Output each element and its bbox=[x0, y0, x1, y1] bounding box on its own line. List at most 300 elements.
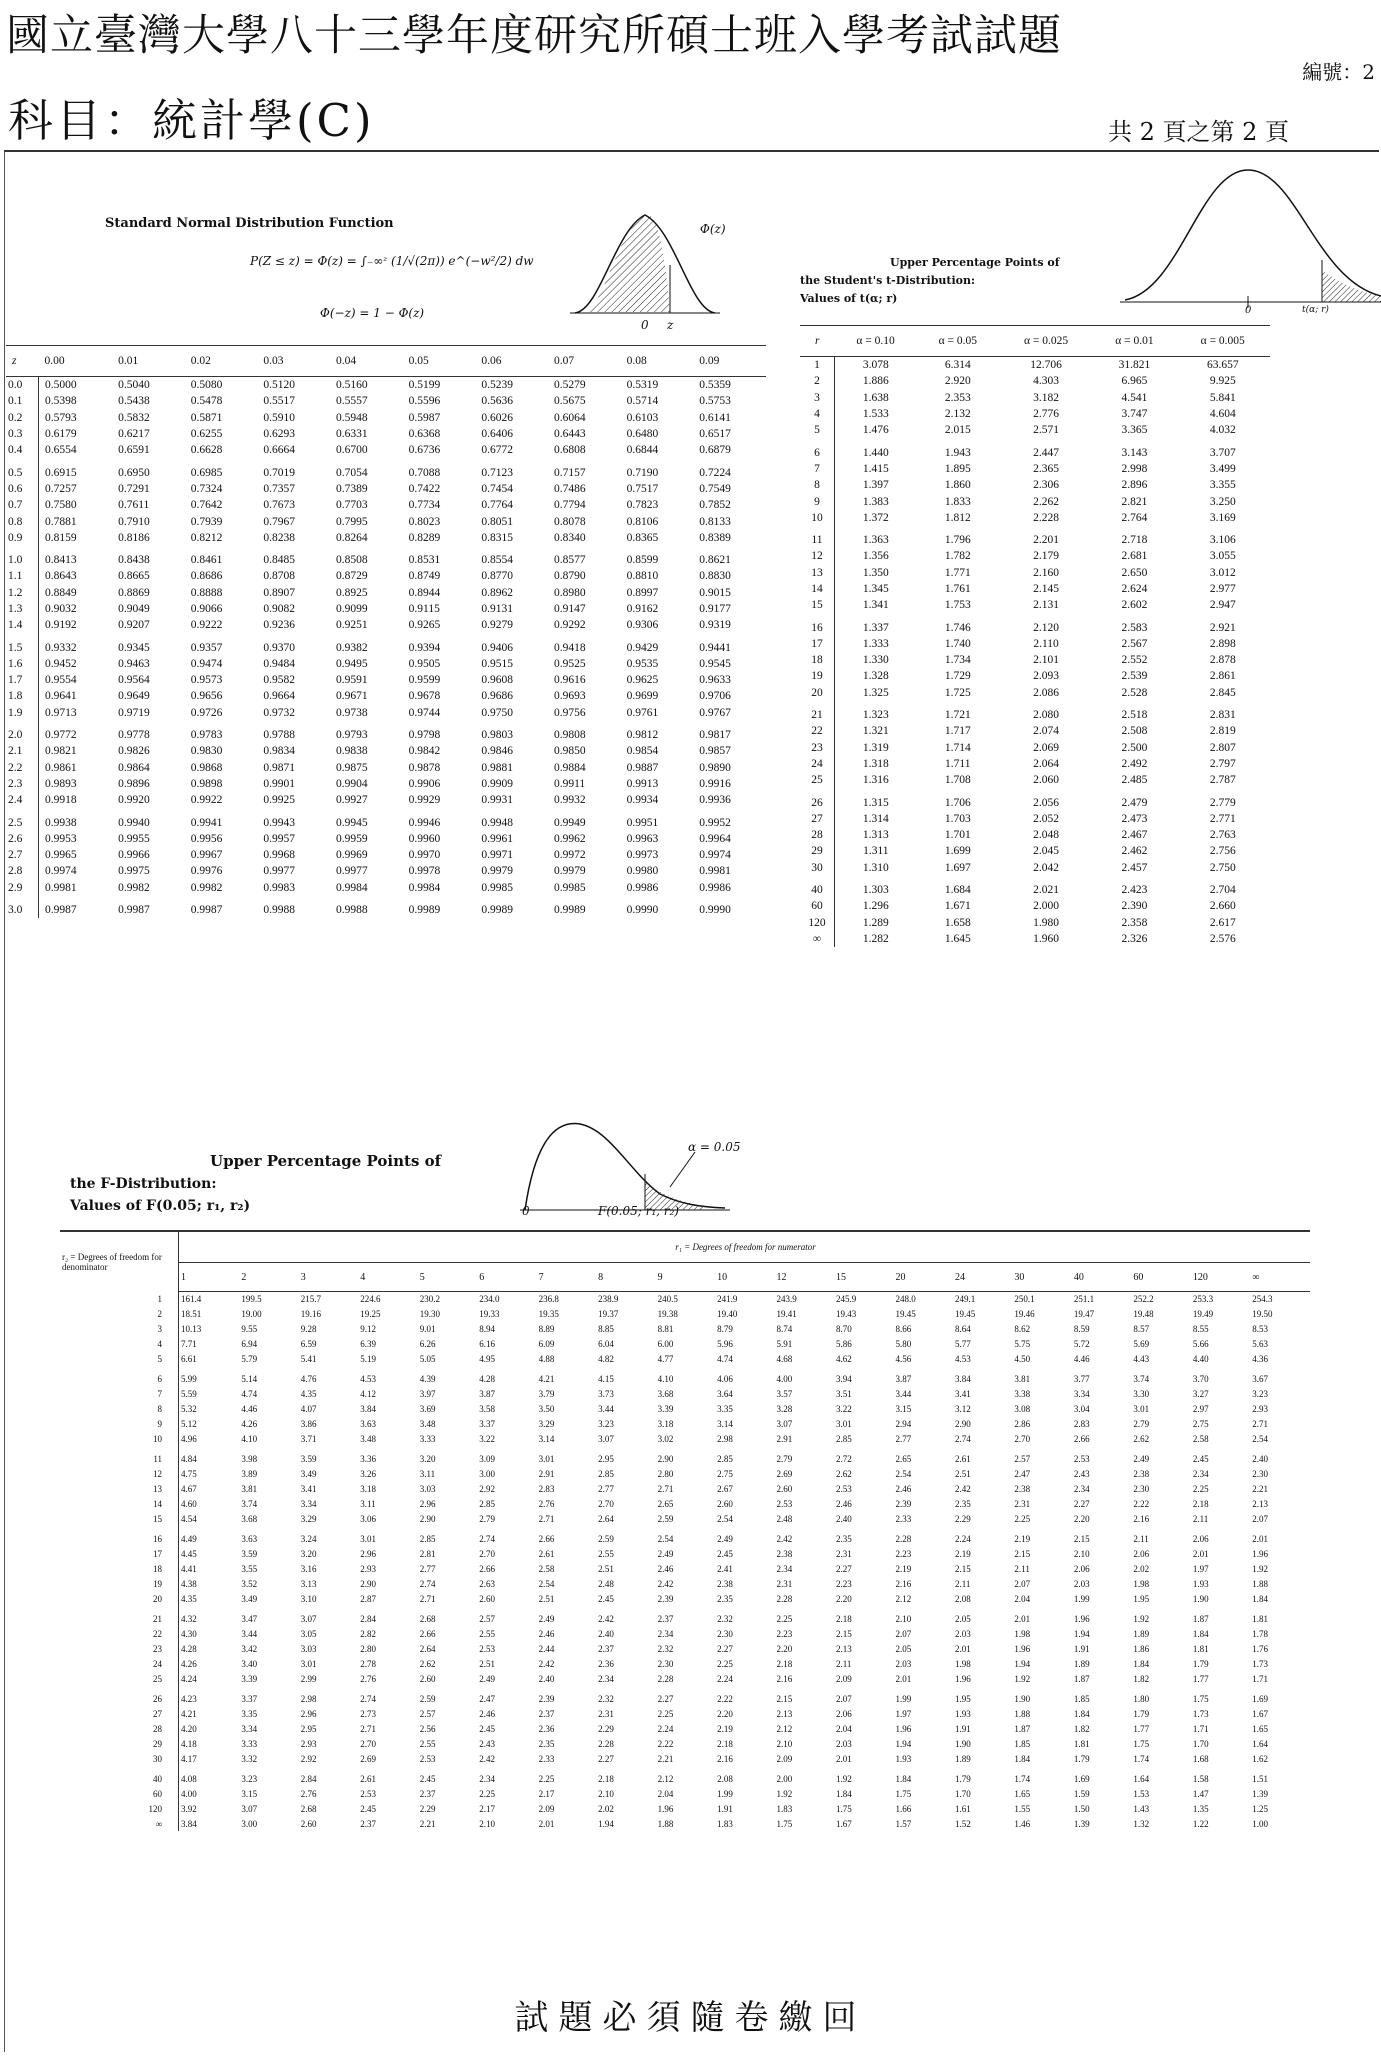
f-table-row bbox=[60, 1366, 1310, 1387]
z-cell: 0.9713 bbox=[45, 706, 77, 719]
t-cell: 1.746 bbox=[944, 621, 971, 634]
f-cell: 3.35 bbox=[241, 1709, 258, 1720]
z-table-row bbox=[6, 896, 766, 918]
f-cell: 2.49 bbox=[538, 1614, 555, 1625]
t-row-label: 8 bbox=[800, 477, 835, 493]
t-cell: 1.782 bbox=[944, 550, 971, 563]
f-cell: 1.75 bbox=[1192, 1694, 1209, 1705]
z-cell: 0.9066 bbox=[190, 603, 223, 615]
f-cell: 4.53 bbox=[954, 1353, 971, 1364]
f-cell: 3.81 bbox=[1014, 1374, 1031, 1385]
f-cell: 2.91 bbox=[538, 1469, 555, 1480]
f-cell: 3.03 bbox=[419, 1483, 436, 1494]
f-col-header: 8 bbox=[596, 1263, 655, 1292]
f-cell: 19.45 bbox=[954, 1309, 976, 1320]
z-cell: 0.9881 bbox=[481, 761, 513, 774]
z-cell: 0.5714 bbox=[626, 395, 659, 408]
f-cell: 6.94 bbox=[241, 1338, 258, 1349]
z-cell: 0.6026 bbox=[481, 411, 513, 424]
t-cell: 1.325 bbox=[862, 686, 889, 699]
f-cell: 4.54 bbox=[181, 1513, 197, 1524]
f-cell: 3.07 bbox=[241, 1803, 258, 1814]
z-cell: 0.9738 bbox=[336, 706, 368, 719]
t-cell: 2.898 bbox=[1209, 637, 1236, 650]
z-cell: 0.6293 bbox=[263, 428, 296, 441]
f-cell: 3.11 bbox=[360, 1498, 376, 1509]
z-cell: 0.9936 bbox=[699, 794, 731, 807]
t-table-row bbox=[800, 357, 1270, 374]
t-cell: 2.821 bbox=[1121, 495, 1148, 508]
z-row-label: 2.3 bbox=[6, 776, 39, 792]
t-table-row bbox=[800, 493, 1270, 509]
f-cell: 2.23 bbox=[895, 1549, 912, 1560]
t-cell: 1.943 bbox=[944, 446, 971, 459]
f-cell: 3.24 bbox=[300, 1534, 317, 1545]
f-cell: 2.30 bbox=[717, 1629, 733, 1640]
f-cell: 3.74 bbox=[241, 1498, 258, 1509]
z-cell: 0.9987 bbox=[45, 904, 77, 917]
f-cell: 2.84 bbox=[360, 1614, 376, 1625]
f-cell: 1.77 bbox=[1133, 1723, 1150, 1734]
f-cell: 2.61 bbox=[538, 1549, 555, 1560]
z-cell: 0.7703 bbox=[336, 499, 368, 512]
f-cell: 2.22 bbox=[717, 1694, 733, 1705]
f-cell: 2.48 bbox=[776, 1513, 793, 1524]
f-cell: 3.59 bbox=[241, 1549, 258, 1560]
f-cell: 1.69 bbox=[1073, 1774, 1090, 1785]
z-cell: 0.6443 bbox=[553, 428, 586, 441]
t-cell: 2.831 bbox=[1209, 709, 1236, 722]
f-cell: 1.84 bbox=[836, 1789, 852, 1800]
f-table-row bbox=[60, 1322, 1310, 1337]
f-cell: 1.91 bbox=[954, 1723, 971, 1734]
t-cell: 1.740 bbox=[944, 637, 971, 650]
z-row-label: 0.6 bbox=[6, 481, 39, 497]
f-cell: 2.54 bbox=[717, 1513, 733, 1524]
z-cell: 0.5080 bbox=[190, 379, 223, 392]
f-cell: 2.55 bbox=[479, 1629, 495, 1640]
f-cell: 3.35 bbox=[717, 1403, 733, 1414]
t-row-label: 29 bbox=[800, 843, 835, 859]
f-cell: 4.21 bbox=[181, 1709, 197, 1720]
z-cell: 0.8106 bbox=[626, 515, 659, 528]
z-cell: 0.9878 bbox=[408, 761, 441, 774]
f-table-row bbox=[60, 1707, 1310, 1722]
f-cell: 252.2 bbox=[1133, 1294, 1154, 1305]
t-cell: 2.045 bbox=[1033, 845, 1060, 858]
t-table-row bbox=[800, 373, 1270, 389]
f-cell: 2.72 bbox=[836, 1454, 852, 1465]
t-row-label: 60 bbox=[800, 898, 835, 914]
t-row-label: 20 bbox=[800, 685, 835, 701]
t-cell: 2.145 bbox=[1033, 583, 1060, 595]
f-cell: 9.55 bbox=[241, 1323, 258, 1334]
z-cell: 0.8925 bbox=[336, 586, 368, 599]
f-cell: 2.12 bbox=[776, 1723, 793, 1734]
t-cell: 2.262 bbox=[1033, 495, 1060, 508]
t-cell: 2.228 bbox=[1033, 511, 1060, 524]
f-cell: 1.78 bbox=[1252, 1629, 1269, 1640]
f-cell: 248.0 bbox=[895, 1294, 916, 1305]
t-cell: 1.753 bbox=[944, 599, 971, 612]
t-cell: 3.143 bbox=[1121, 446, 1148, 459]
t-table-row bbox=[800, 811, 1270, 827]
z-cell: 0.9525 bbox=[553, 657, 586, 670]
z-cell: 0.8315 bbox=[481, 531, 513, 544]
f-cell: 3.48 bbox=[360, 1433, 376, 1444]
z-cell: 0.9868 bbox=[190, 761, 223, 774]
z-cell: 0.5793 bbox=[45, 411, 77, 424]
f-cell: 8.64 bbox=[954, 1323, 971, 1334]
t-cell: 3.012 bbox=[1209, 566, 1236, 579]
z-row-label: 2.7 bbox=[6, 847, 39, 863]
z-cell: 0.9887 bbox=[626, 761, 659, 774]
z-cell: 0.9940 bbox=[118, 816, 150, 829]
f-denominator-label: r₂ = Degrees of freedom for denominator bbox=[60, 1231, 179, 1292]
t-cell: 63.657 bbox=[1206, 359, 1239, 372]
f-cell: 2.91 bbox=[776, 1433, 793, 1444]
f-cell: 1.73 bbox=[1192, 1709, 1209, 1720]
t-cell: 2.704 bbox=[1209, 884, 1236, 897]
z-cell: 0.9990 bbox=[626, 904, 659, 917]
f-cell: 3.20 bbox=[300, 1549, 317, 1560]
f-cell: 2.21 bbox=[419, 1818, 436, 1829]
f-cell: 1.89 bbox=[954, 1753, 971, 1764]
z-table-row bbox=[6, 688, 766, 704]
f-cell: 2.03 bbox=[895, 1658, 912, 1669]
f-cell: 6.26 bbox=[419, 1338, 436, 1349]
f-cell: 1.87 bbox=[1192, 1614, 1209, 1625]
z-cell: 0.5910 bbox=[263, 411, 296, 424]
t-row-label: 28 bbox=[800, 827, 835, 843]
f-cell: 2.85 bbox=[598, 1469, 614, 1480]
f-cell: 18.51 bbox=[181, 1309, 202, 1320]
z-col-header: 0.06 bbox=[475, 346, 548, 377]
f-cell: 3.23 bbox=[1252, 1389, 1269, 1400]
f-cell: 2.34 bbox=[657, 1629, 674, 1640]
f-cell: 2.29 bbox=[954, 1513, 971, 1524]
f-cell: 1.90 bbox=[1014, 1694, 1031, 1705]
t-cell: 1.282 bbox=[862, 932, 889, 945]
f-cell: 4.82 bbox=[598, 1353, 614, 1364]
f-cell: 4.95 bbox=[479, 1353, 495, 1364]
t-cell: 1.289 bbox=[862, 916, 889, 929]
t-cell: 2.602 bbox=[1121, 599, 1148, 612]
f-cell: 2.15 bbox=[1014, 1549, 1031, 1560]
f-cell: 3.15 bbox=[241, 1789, 258, 1800]
z-cell: 0.9726 bbox=[190, 706, 223, 719]
f-cell: 4.45 bbox=[181, 1549, 197, 1560]
z-cell: 0.9115 bbox=[408, 603, 440, 615]
f-cell: 1.50 bbox=[1073, 1803, 1090, 1814]
f-cell: 3.04 bbox=[1073, 1403, 1090, 1414]
f-cell: 2.19 bbox=[1014, 1534, 1031, 1545]
f-cell: 1.67 bbox=[1252, 1709, 1269, 1720]
f-cell: 2.38 bbox=[717, 1578, 733, 1589]
f-cell: 2.45 bbox=[360, 1803, 376, 1814]
f-cell: 2.42 bbox=[954, 1483, 971, 1494]
f-cell: 1.82 bbox=[1073, 1723, 1090, 1734]
f-cell: 2.04 bbox=[1014, 1593, 1031, 1604]
f-row-label: 25 bbox=[60, 1671, 179, 1686]
t-table-row bbox=[800, 898, 1270, 914]
f-cell: 2.69 bbox=[360, 1753, 376, 1764]
f-cell: 2.95 bbox=[300, 1723, 317, 1734]
f-cell: 5.99 bbox=[181, 1374, 197, 1385]
f-row-label: 4 bbox=[60, 1336, 179, 1351]
f-table-row bbox=[60, 1751, 1310, 1766]
f-cell: 2.37 bbox=[657, 1614, 674, 1625]
f-cell: 4.56 bbox=[895, 1353, 912, 1364]
f-cell: 2.90 bbox=[657, 1454, 674, 1465]
f-cell: 2.29 bbox=[419, 1803, 436, 1814]
z-table-corner: z bbox=[6, 346, 39, 377]
t-cell: 1.684 bbox=[944, 884, 971, 897]
f-cell: 3.14 bbox=[717, 1418, 733, 1429]
f-cell: 2.85 bbox=[836, 1433, 852, 1444]
f-cell: 2.38 bbox=[1014, 1483, 1031, 1494]
z-table-row bbox=[6, 760, 766, 776]
f-cell: 230.2 bbox=[419, 1294, 440, 1305]
z-cell: 0.9798 bbox=[408, 729, 441, 742]
t-curve-axis-zero: 0 bbox=[1245, 305, 1252, 316]
t-cell: 2.552 bbox=[1121, 654, 1148, 667]
f-cell: 3.74 bbox=[1133, 1374, 1150, 1385]
f-curve-axis-f: F(0.05; r₁, r₂) bbox=[598, 1204, 679, 1218]
f-cell: 2.02 bbox=[598, 1803, 614, 1814]
z-table-row bbox=[6, 617, 766, 633]
f-cell: 1.71 bbox=[1252, 1673, 1269, 1684]
f-col-header: 3 bbox=[299, 1263, 358, 1292]
z-cell: 0.9983 bbox=[263, 881, 296, 894]
f-cell: 1.64 bbox=[1252, 1738, 1269, 1749]
z-cell: 0.9890 bbox=[699, 761, 731, 774]
f-cell: 2.96 bbox=[300, 1709, 317, 1720]
f-cell: 1.32 bbox=[1133, 1818, 1150, 1829]
f-cell: 2.56 bbox=[419, 1723, 436, 1734]
f-cell: 1.92 bbox=[1014, 1673, 1031, 1684]
z-cell: 0.5832 bbox=[118, 411, 150, 424]
t-row-label: 120 bbox=[800, 915, 835, 931]
z-cell: 0.9913 bbox=[626, 777, 659, 790]
t-table-row bbox=[800, 701, 1270, 723]
f-table-row bbox=[60, 1802, 1310, 1817]
z-table-row bbox=[6, 410, 766, 426]
z-row-label: 0.8 bbox=[6, 513, 39, 529]
f-cell: 2.76 bbox=[360, 1673, 376, 1684]
z-cell: 0.9946 bbox=[408, 816, 441, 829]
z-col-header: 0.02 bbox=[185, 346, 258, 377]
f-cell: 2.25 bbox=[479, 1789, 495, 1800]
z-cell: 0.7357 bbox=[263, 482, 296, 495]
f-cell: 3.12 bbox=[954, 1403, 971, 1414]
f-cell: 1.87 bbox=[1073, 1673, 1090, 1684]
t-cell: 1.717 bbox=[944, 725, 971, 738]
z-cell: 0.9989 bbox=[408, 904, 441, 917]
t-cell: 1.725 bbox=[944, 686, 971, 699]
f-cell: 2.71 bbox=[538, 1513, 555, 1524]
z-cell: 0.8023 bbox=[408, 515, 441, 528]
f-cell: 2.57 bbox=[479, 1614, 495, 1625]
z-cell: 0.5675 bbox=[553, 395, 586, 408]
f-cell: 2.84 bbox=[300, 1774, 317, 1785]
f-cell: 8.55 bbox=[1192, 1323, 1209, 1334]
t-cell: 2.819 bbox=[1209, 725, 1236, 738]
f-cell: 3.34 bbox=[1073, 1389, 1090, 1400]
f-cell: 1.96 bbox=[657, 1803, 674, 1814]
exam-title: 國立臺灣大學八十三學年度研究所碩士班入學考試試題 bbox=[6, 11, 1062, 61]
f-cell: 3.14 bbox=[538, 1433, 555, 1444]
t-table-subtitle: the Student's t-Distribution: bbox=[800, 274, 976, 287]
t-cell: 1.895 bbox=[944, 462, 971, 475]
z-cell: 0.7995 bbox=[336, 515, 368, 528]
t-table-title: Upper Percentage Points of bbox=[890, 256, 1060, 269]
t-row-label: 15 bbox=[800, 597, 835, 613]
f-cell: 1.70 bbox=[954, 1789, 971, 1800]
f-cell: 2.35 bbox=[836, 1534, 852, 1545]
f-cell: 2.28 bbox=[776, 1593, 793, 1604]
z-cell: 0.9927 bbox=[336, 794, 368, 807]
f-cell: 2.76 bbox=[538, 1498, 555, 1509]
f-cell: 3.67 bbox=[1252, 1374, 1269, 1385]
t-row-label: 3 bbox=[800, 390, 835, 406]
f-cell: 2.74 bbox=[419, 1578, 436, 1589]
z-row-label: 1.8 bbox=[6, 688, 39, 704]
f-cell: 2.79 bbox=[776, 1454, 793, 1465]
t-cell: 2.977 bbox=[1209, 583, 1236, 595]
f-cell: 2.73 bbox=[360, 1709, 376, 1720]
f-col-header: 12 bbox=[775, 1263, 834, 1292]
z-cell: 0.9974 bbox=[45, 865, 77, 878]
f-cell: 4.74 bbox=[241, 1389, 258, 1400]
f-table-row bbox=[60, 1576, 1310, 1591]
t-col-header: α = 0.025 bbox=[999, 326, 1093, 357]
f-cell: 1.93 bbox=[1192, 1578, 1209, 1589]
f-cell: 1.96 bbox=[954, 1673, 971, 1684]
f-cell: 2.66 bbox=[479, 1563, 495, 1574]
f-cell: 2.53 bbox=[776, 1498, 793, 1509]
z-cell: 0.7454 bbox=[481, 482, 513, 495]
z-cell: 0.6103 bbox=[626, 411, 659, 424]
z-cell: 0.9591 bbox=[336, 674, 368, 687]
z-table-row bbox=[6, 743, 766, 759]
z-cell: 0.7549 bbox=[699, 482, 731, 495]
z-cell: 0.6141 bbox=[699, 411, 731, 424]
z-cell: 0.9986 bbox=[626, 881, 659, 894]
f-cell: 4.49 bbox=[181, 1534, 197, 1545]
t-row-label: 12 bbox=[800, 548, 835, 564]
z-cell: 0.9966 bbox=[118, 849, 150, 862]
f-cell: 2.16 bbox=[717, 1753, 733, 1764]
t-cell: 1.315 bbox=[862, 796, 889, 809]
f-cell: 1.94 bbox=[1073, 1629, 1090, 1640]
z-cell: 0.9968 bbox=[263, 849, 296, 862]
f-cell: 2.27 bbox=[836, 1563, 852, 1574]
z-cell: 0.9985 bbox=[481, 881, 513, 894]
z-cell: 0.9678 bbox=[408, 690, 441, 703]
t-cell: 4.303 bbox=[1033, 375, 1060, 388]
f-cell: 2.53 bbox=[360, 1789, 376, 1800]
z-cell: 0.9981 bbox=[45, 881, 77, 894]
z-cell: 0.9671 bbox=[336, 690, 368, 703]
z-table-row bbox=[6, 633, 766, 655]
f-cell: 1.81 bbox=[1192, 1643, 1209, 1654]
f-cell: 3.36 bbox=[360, 1454, 376, 1465]
f-cell: 3.10 bbox=[300, 1593, 317, 1604]
f-cell: 1.70 bbox=[1192, 1738, 1209, 1749]
f-cell: 2.32 bbox=[717, 1614, 733, 1625]
f-cell: 2.01 bbox=[836, 1753, 852, 1764]
f-cell: 6.61 bbox=[181, 1353, 197, 1364]
f-cell: 2.62 bbox=[1133, 1433, 1150, 1444]
z-cell: 0.9893 bbox=[45, 777, 77, 790]
z-cell: 0.7580 bbox=[45, 499, 77, 512]
f-cell: 1.25 bbox=[1252, 1803, 1269, 1814]
z-cell: 0.9957 bbox=[263, 832, 296, 845]
serial-number: 編號：2 bbox=[1302, 60, 1375, 84]
z-table-row bbox=[6, 442, 766, 458]
f-cell: 3.29 bbox=[300, 1513, 317, 1524]
t-cell: 1.341 bbox=[862, 599, 889, 612]
z-cell: 0.9649 bbox=[118, 690, 150, 703]
t-cell: 1.706 bbox=[944, 796, 971, 809]
t-curve-tail-area bbox=[1322, 270, 1381, 302]
t-cell: 2.052 bbox=[1033, 812, 1060, 825]
f-cell: 1.67 bbox=[836, 1818, 852, 1829]
f-table-row bbox=[60, 1511, 1310, 1526]
z-cell: 0.9838 bbox=[336, 745, 368, 758]
z-cell: 0.9909 bbox=[481, 777, 513, 790]
t-row-label: 16 bbox=[800, 613, 835, 635]
f-cell: 2.77 bbox=[419, 1563, 436, 1574]
z-cell: 0.9925 bbox=[263, 794, 296, 807]
z-cell: 0.7190 bbox=[626, 466, 659, 479]
f-cell: 2.54 bbox=[1252, 1433, 1269, 1444]
f-cell: 2.17 bbox=[479, 1803, 495, 1814]
f-cell: 4.07 bbox=[300, 1403, 317, 1414]
z-cell: 0.9207 bbox=[118, 619, 150, 632]
z-cell: 0.9977 bbox=[336, 865, 368, 878]
z-cell: 0.9535 bbox=[626, 657, 659, 670]
z-cell: 0.8830 bbox=[699, 570, 731, 583]
z-table-title: Standard Normal Distribution Function bbox=[105, 216, 394, 231]
f-cell: 4.15 bbox=[598, 1374, 614, 1385]
f-cell: 1.53 bbox=[1133, 1789, 1150, 1800]
f-cell: 2.06 bbox=[836, 1709, 852, 1720]
z-table-row bbox=[6, 546, 766, 568]
f-cell: 3.23 bbox=[241, 1774, 258, 1785]
z-cell: 0.6255 bbox=[190, 428, 223, 441]
t-cell: 2.571 bbox=[1033, 424, 1060, 437]
z-cell: 0.9918 bbox=[45, 794, 77, 807]
z-cell: 0.8133 bbox=[699, 515, 731, 528]
f-cell: 2.35 bbox=[538, 1738, 555, 1749]
f-cell: 2.93 bbox=[360, 1563, 376, 1574]
f-cell: 3.32 bbox=[241, 1753, 258, 1764]
z-cell: 0.8508 bbox=[336, 554, 368, 567]
f-cell: 2.59 bbox=[657, 1513, 674, 1524]
f-cell: 1.79 bbox=[1073, 1753, 1090, 1764]
t-table bbox=[800, 325, 1270, 947]
t-cell: 3.250 bbox=[1209, 495, 1236, 508]
z-cell: 0.9767 bbox=[699, 706, 731, 719]
f-cell: 5.63 bbox=[1252, 1338, 1269, 1349]
subject-title: 科目：統計學(C) bbox=[8, 94, 375, 147]
f-cell: 3.63 bbox=[241, 1534, 258, 1545]
t-cell: 1.771 bbox=[944, 566, 971, 579]
f-cell: 2.43 bbox=[479, 1738, 495, 1749]
t-row-label: 7 bbox=[800, 461, 835, 477]
